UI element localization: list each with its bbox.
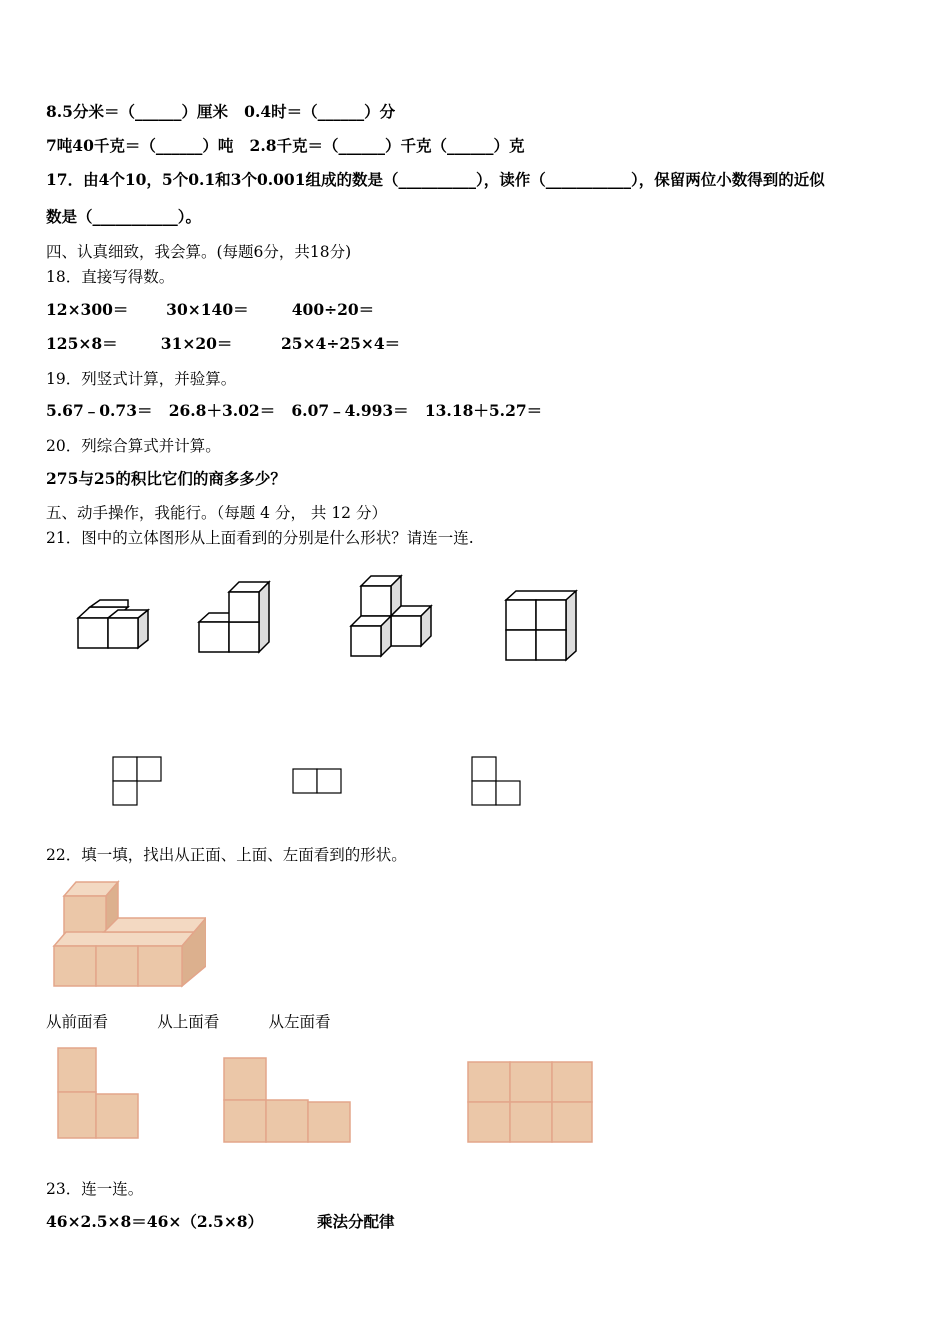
question-19-row: 5.67﹣0.73＝ 26.8＋3.02＝ 6.07﹣4.993＝ 13.18＋5.27＝	[46, 401, 543, 420]
section-4-heading: 四、认真细致，我会算。(每题6分，共18分)	[46, 243, 352, 261]
question-18-row-2: 125×8＝ 31×20＝ 25×4÷25×4＝	[46, 334, 401, 353]
question-23-row: 46×2.5×8＝46×（2.5×8） 乘法分配律	[46, 1212, 395, 1231]
q21-view-two-squares	[293, 769, 341, 793]
q22-view-option-3	[468, 1062, 592, 1142]
view-labels: 从前面看 从上面看 从左面看	[46, 1013, 331, 1031]
q21-solid-1	[78, 600, 148, 648]
question-18-row-1: 12×300＝ 30×140＝ 400÷20＝	[46, 300, 375, 319]
fill-blank-line-2: 7吨40千克＝（______）吨 2.8千克＝（______）千克（______）克	[46, 136, 525, 155]
q22-view-options	[46, 1042, 606, 1152]
question-17-cont: 数是（___________）。	[46, 207, 202, 226]
question-21: 21．图中的立体图形从上面看到的分别是什么形状？请连一连.	[46, 529, 474, 547]
section-5-heading: 五、动手操作，我能行。（每题 4 分， 共 12 分）	[46, 504, 387, 522]
q21-view-l-shape-top	[113, 757, 161, 805]
question-22: 22．填一填，找出从正面、上面、左面看到的形状。	[46, 846, 407, 864]
question-18: 18．直接写得数。	[46, 268, 175, 286]
question-23: 23．连一连。	[46, 1180, 144, 1198]
q21-view-l-shape-bottom	[472, 757, 520, 805]
q21-solid-figures	[60, 570, 600, 670]
question-19: 19．列竖式计算，并验算。	[46, 370, 237, 388]
q21-solid-4	[506, 591, 576, 660]
question-20-text: 275与25的积比它们的商多多少？	[46, 469, 286, 488]
q21-solid-2	[199, 582, 269, 652]
q22-cube-arrangement	[46, 872, 206, 992]
q22-view-option-1	[58, 1048, 138, 1138]
question-17: 17．由4个10，5个0.1和3个0.001组成的数是（__________），读作（___________），保留两位小数得到的近似	[46, 170, 825, 189]
q21-view-shapes	[100, 750, 540, 810]
fill-blank-line-1: 8.5分米＝（______）厘米 0.4时＝（______）分	[46, 102, 396, 121]
q22-view-option-2	[224, 1058, 350, 1142]
q21-solid-3	[351, 576, 431, 656]
question-20: 20．列综合算式并计算。	[46, 437, 221, 455]
